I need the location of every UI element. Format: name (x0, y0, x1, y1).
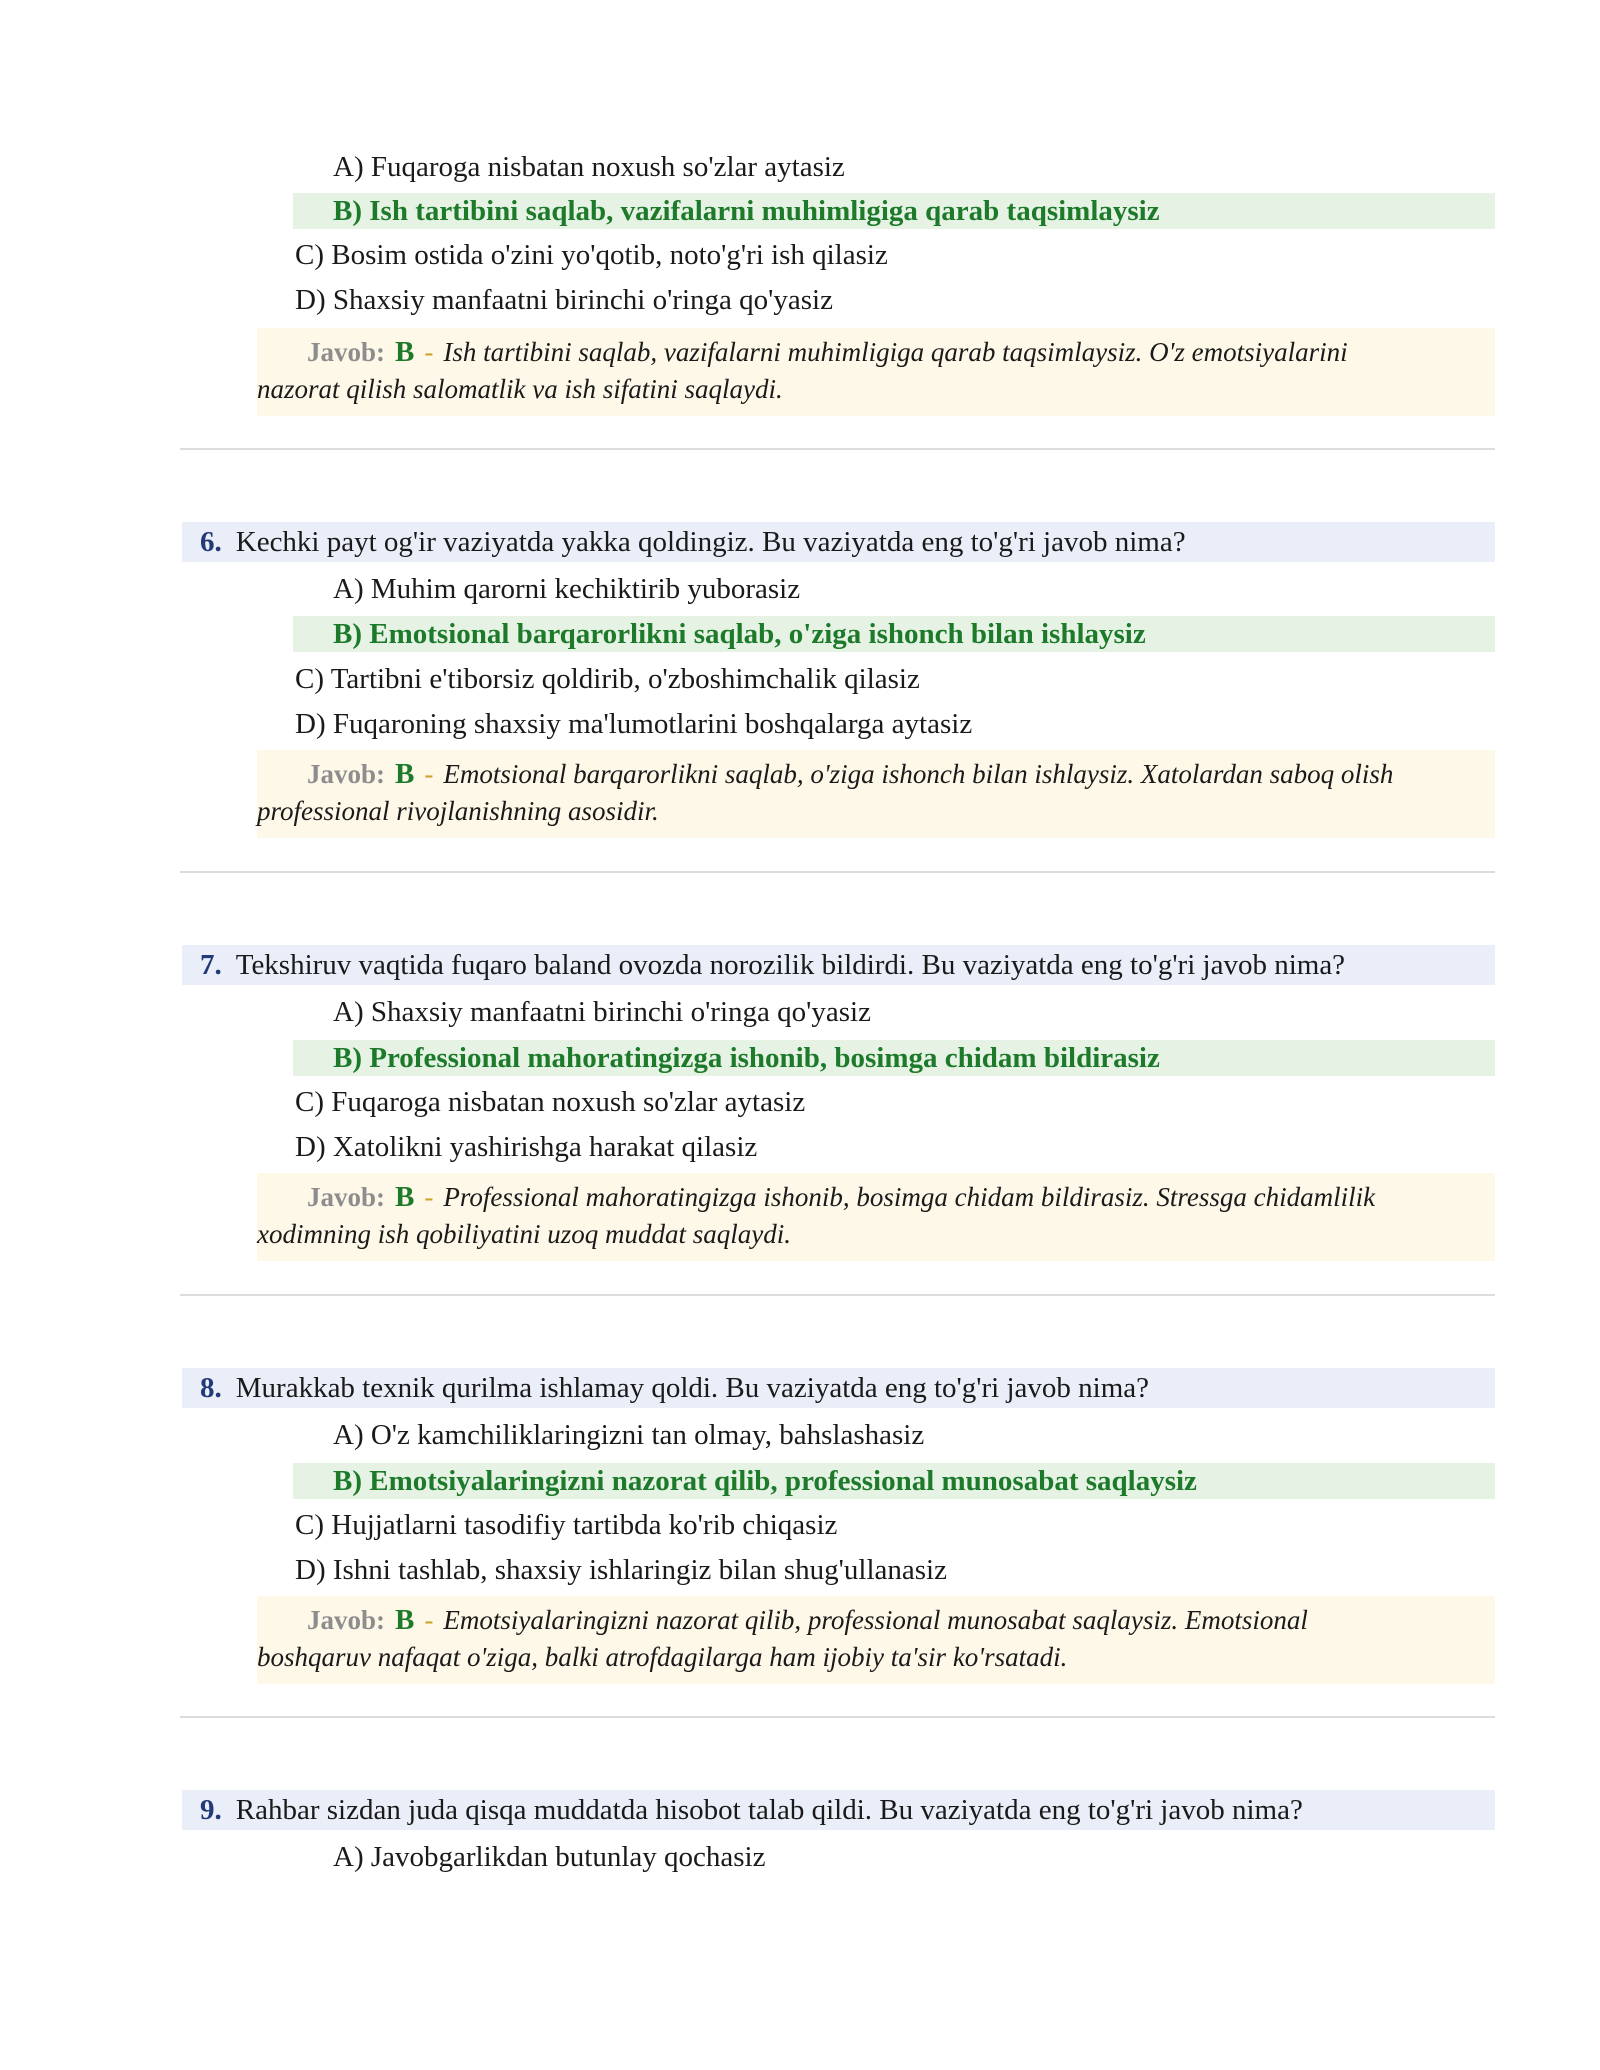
option-c: C) Fuqaroga nisbatan noxush so'zlar aytasiz (295, 1086, 806, 1118)
option-a: A) O'z kamchiliklaringizni tan olmay, bahslashasiz (333, 1419, 925, 1451)
question-number: 9. (200, 1794, 222, 1826)
option-b-correct: B) Emotsiyalaringizni nazorat qilib, professional munosabat saqlaysiz (293, 1463, 1495, 1499)
option-c: C) Bosim ostida o'zini yo'qotib, noto'g'ri ish qilasiz (295, 239, 888, 271)
answer-explanation-line1: Professional mahoratingizga ishonib, bosimga chidam bildirasiz. Stressga chidamlilik (443, 1182, 1376, 1212)
separator (180, 1716, 1495, 1718)
answer-label: Javob: (307, 759, 386, 789)
option-c: C) Tartibni e'tiborsiz qoldirib, o'zboshimchalik qilasiz (295, 663, 920, 695)
answer-explanation-line2: boshqaruv nafaqat o'ziga, balki atrofdagilarga ham ijobiy ta'sir ko'rsatadi. (257, 1642, 1068, 1672)
option-d: D) Xatolikni yashirishga harakat qilasiz (295, 1131, 758, 1163)
answer-label: Javob: (307, 1605, 386, 1635)
question-number: 8. (200, 1372, 222, 1404)
question-text: Tekshiruv vaqtida fuqaro baland ovozda norozilik bildirdi. Bu vaziyatda eng to'g'ri javob nima? (235, 949, 1346, 981)
option-a: A) Fuqaroga nisbatan noxush so'zlar aytasiz (333, 151, 845, 183)
option-a: A) Javobgarlikdan butunlay qochasiz (333, 1841, 766, 1873)
answer-letter: B (395, 758, 415, 790)
option-b-correct: B) Ish tartibini saqlab, vazifalarni muhimligiga qarab taqsimlaysiz (293, 193, 1495, 229)
answer-letter: B (395, 1181, 415, 1213)
option-a: A) Muhim qarorni kechiktirib yuborasiz (333, 573, 801, 605)
option-a: A) Shaxsiy manfaatni birinchi o'ringa qo'yasiz (333, 996, 871, 1028)
question-8 (182, 1368, 1495, 1408)
question-text: Murakkab texnik qurilma ishlamay qoldi. Bu vaziyatda eng to'g'ri javob nima? (235, 1372, 1150, 1404)
answer-explanation-line2: xodimning ish qobiliyatini uzoq muddat saqlaydi. (257, 1219, 791, 1249)
answer-explanation-line1: Emotsiyalaringizni nazorat qilib, professional munosabat saqlaysiz. Emotsional (443, 1605, 1308, 1635)
option-b-correct: B) Professional mahoratingizga ishonib, bosimga chidam bildirasiz (293, 1040, 1495, 1076)
answer-box (257, 328, 1495, 416)
answer-box (257, 750, 1495, 838)
answer-explanation-line1: Emotsional barqarorlikni saqlab, o'ziga ishonch bilan ishlaysiz. Xatolardan saboq olish (443, 759, 1394, 789)
question-number: 6. (200, 526, 222, 558)
question-6 (182, 522, 1495, 562)
answer-box (257, 1596, 1495, 1684)
answer-dash: - (424, 759, 434, 789)
answer-explanation-line1: Ish tartibini saqlab, vazifalarni muhimligiga qarab taqsimlaysiz. O'z emotsiyalarini (443, 337, 1348, 367)
question-9 (182, 1790, 1495, 1830)
answer-box (257, 1173, 1495, 1261)
answer-explanation-line2: professional rivojlanishning asosidir. (257, 796, 659, 826)
option-c: C) Hujjatlarni tasodifiy tartibda ko'rib chiqasiz (295, 1509, 838, 1541)
question-7 (182, 945, 1495, 985)
answer-dash: - (424, 1605, 434, 1635)
separator (180, 1294, 1495, 1296)
answer-label: Javob: (307, 337, 386, 367)
answer-explanation-line2: nazorat qilish salomatlik va ish sifatini saqlaydi. (257, 374, 783, 404)
question-text: Rahbar sizdan juda qisqa muddatda hisobot talab qildi. Bu vaziyatda eng to'g'ri javob nima? (235, 1794, 1303, 1826)
answer-dash: - (424, 1182, 434, 1212)
answer-label: Javob: (307, 1182, 386, 1212)
answer-letter: B (395, 336, 415, 368)
separator (180, 871, 1495, 873)
answer-dash: - (424, 337, 434, 367)
option-d: D) Fuqaroning shaxsiy ma'lumotlarini boshqalarga aytasiz (295, 708, 973, 740)
option-b-correct: B) Emotsional barqarorlikni saqlab, o'ziga ishonch bilan ishlaysiz (293, 616, 1495, 652)
separator (180, 448, 1495, 450)
question-number: 7. (200, 949, 222, 981)
option-d: D) Shaxsiy manfaatni birinchi o'ringa qo'yasiz (295, 284, 833, 316)
option-d: D) Ishni tashlab, shaxsiy ishlaringiz bilan shug'ullanasiz (295, 1554, 947, 1586)
answer-letter: B (395, 1604, 415, 1636)
question-text: Kechki payt og'ir vaziyatda yakka qoldingiz. Bu vaziyatda eng to'g'ri javob nima? (235, 526, 1186, 558)
